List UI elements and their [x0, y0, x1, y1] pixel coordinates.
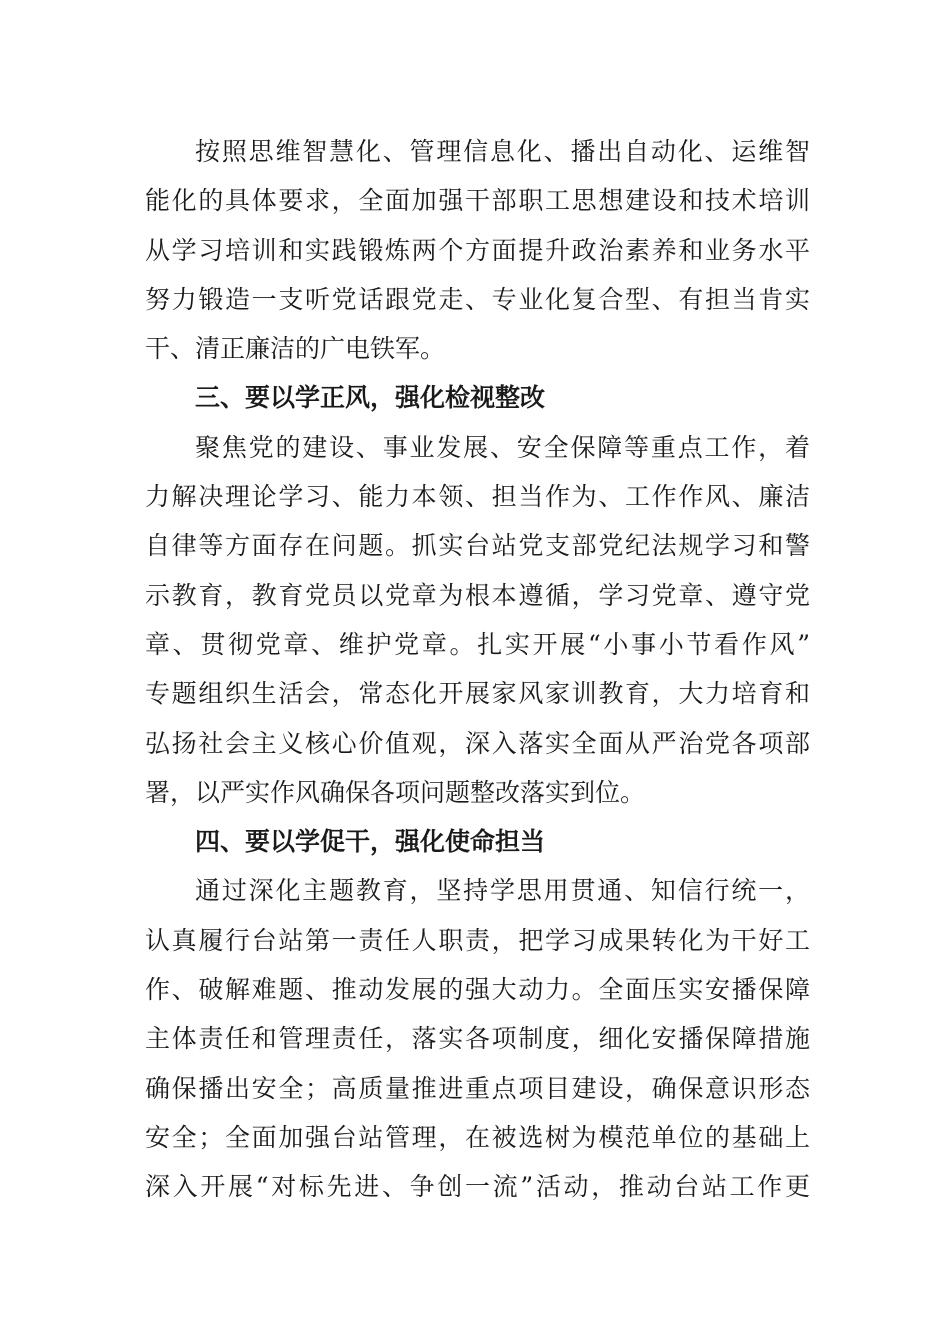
paragraph-1-line-5: 干、清正廉洁的广电铁军。 — [145, 334, 446, 364]
section-heading-3: 三、要以学正风，强化检视整改 — [195, 383, 546, 413]
paragraph-3-line-1: 通过深化主题教育，坚持学思用贯通、知信行统一， — [195, 876, 810, 906]
paragraph-2-line-2: 力解决理论学习、能力本领、担当作为、工作作风、廉洁 — [145, 482, 810, 512]
paragraph-2-line-4: 示教育，教育党员以党章为根本遵循，学习党章、遵守党 — [145, 580, 810, 610]
paragraph-2-line-6: 专题组织生活会，常态化开展家风家训教育，大力培育和 — [145, 679, 810, 709]
paragraph-3-line-3: 作、破解难题、推动发展的强大动力。全面压实安播保障 — [145, 975, 810, 1005]
paragraph-3-line-7: 深入开展“对标先进、争创一流”活动，推动台站工作更 — [145, 1172, 810, 1202]
document-body — [145, 127, 810, 1212]
paragraph-2-line-3: 自律等方面存在问题。抓实台站党支部党纪法规学习和警 — [145, 531, 810, 561]
paragraph-2-line-5: 章、贯彻党章、维护党章。扎实开展“小事小节看作风” — [145, 629, 810, 659]
paragraph-3-line-6: 安全；全面加强台站管理，在被选树为模范单位的基础上 — [145, 1122, 810, 1152]
paragraph-2-line-8: 署，以严实作风确保各项问题整改落实到位。 — [145, 777, 646, 807]
paragraph-1-line-3: 从学习培训和实践锻炼两个方面提升政治素养和业务水平 — [145, 235, 810, 265]
paragraph-3-line-2: 认真履行台站第一责任人职责，把学习成果转化为干好工 — [145, 925, 810, 955]
paragraph-3-line-4: 主体责任和管理责任，落实各项制度，细化安播保障措施 — [145, 1024, 810, 1054]
paragraph-2-line-7: 弘扬社会主义核心价值观，深入落实全面从严治党各项部 — [145, 728, 810, 758]
paragraph-2-line-1: 聚焦党的建设、事业发展、安全保障等重点工作，着 — [195, 432, 810, 462]
section-heading-4: 四、要以学促干，强化使命担当 — [195, 827, 546, 857]
paragraph-1-line-1: 按照思维智慧化、管理信息化、播出自动化、运维智 — [195, 137, 810, 166]
paragraph-3-line-5: 确保播出安全；高质量推进重点项目建设，确保意识形态 — [145, 1073, 810, 1103]
paragraph-1-line-2: 能化的具体要求，全面加强干部职工思想建设和技术培训 — [145, 186, 810, 216]
paragraph-1-line-4: 努力锻造一支听党话跟党走、专业化复合型、有担当肯实 — [145, 284, 810, 314]
